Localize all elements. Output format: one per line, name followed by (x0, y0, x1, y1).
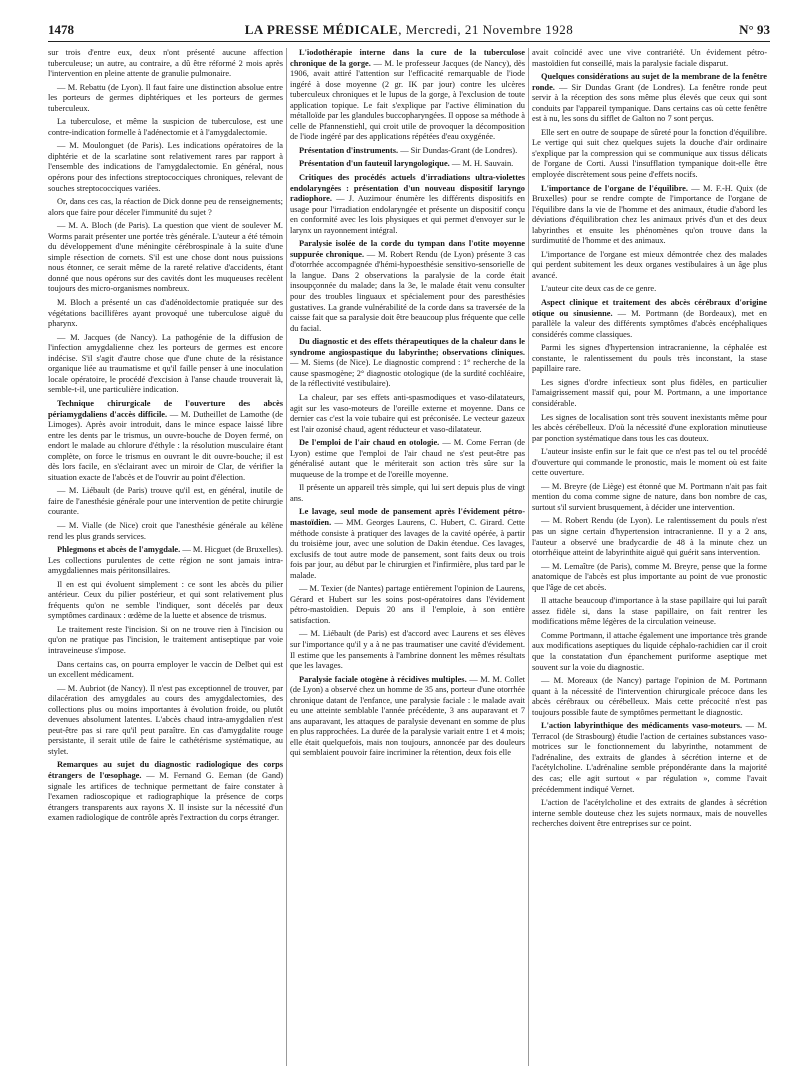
body-paragraph: — M. Rebattu (de Lyon). Il faut faire une distinction absolue entre les porteurs de germes diphtériques et les porteurs de germes tuberculeux. (48, 82, 283, 113)
text-column-1 (48, 48, 283, 1066)
section-heading: Paralysie isolée de la corde du tympan dans l'otite moyenne suppurée chronique. (290, 239, 525, 259)
body-paragraph: L'auteur cite deux cas de ce genre. (541, 284, 657, 294)
section-heading: Paralysie faciale otogène à récidives multiples. (299, 674, 467, 684)
body-paragraph: — M. Liébault (de Paris) est d'accord avec Laurens et ses élèves sur l'importance qu'il y a à ne pas traumatiser une cavité d'évidement. Il estime que les pansements à l'ambrine donnent les mêmes résultats que les lavages. (290, 629, 525, 671)
section-paragraph: Critiques des procédés actuels d'irradiations ultra-violettes endolaryngées : présentation d'un nouveau dispositif laryngo radiophore. — J. Auzimour énumère les différents dispositifs en usage pour l'irradiation endolaryngée et présente un dispositif conçu en conformité avec les lois physiques et qui permet d'envoyer sur le larynx un rayonnement intégral. (290, 173, 525, 235)
section-paragraph: L'importance de l'organe de l'équilibre. — M. F.-H. Quix (de Bruxelles) pour se rendre compte de l'importance de l'organe de l'équilibre dans la vie de l'homme et des animaux, étudie d'abord les déviations d'équilibration chez les animaux privés d'un et des deux labyrinthes et ensuite les phénomènes qu'on trouve dans la surdimutité de l'homme et des animaux. (532, 183, 767, 246)
section-heading: Présentation d'un fauteuil laryngologique. (299, 159, 450, 169)
body-paragraph: — M. Vialle (de Nice) croit que l'anesthésie générale au kélène rend les plus grands services. (48, 520, 283, 541)
body-paragraph: Il présente un appareil très simple, qui lui sert depuis plus de vingt ans. (290, 483, 525, 503)
section-paragraph: De l'emploi de l'air chaud en otologie. — M. Come Ferran (de Lyon) estime que l'emploi de l'air chaud ne s'est peut-être pas généralisé autant que le mériterait son action très sûre sur la muqueuse de la trompe et de l'oreille moyenne. (290, 438, 525, 479)
section-heading: Présentation d'instruments. (299, 145, 399, 155)
text-column-3 (532, 48, 767, 1066)
body-paragraph: — M. Lemaître (de Paris), comme M. Breyre, pense que la forme anatomique de l'abcès est plus importante au point de vue pronostic que l'âge de cet abcès. (532, 561, 767, 592)
section-heading: De l'emploi de l'air chaud en otologie. (299, 438, 440, 448)
section-paragraph: Remarques au sujet du diagnostic radiologique des corps étrangers de l'œsophage. — M. Fernand G. Eeman (de Gand) signale les artifices de technique permettant de faire constater à l'examen radioscopique et radiographique la présence de corps étrangers transparents aux rayons X. Il insiste sur la nécessité d'un examen radiologique de contrôle après l'extraction du corps étranger. (48, 760, 283, 823)
body-paragraph: M. Bloch a présenté un cas d'adénoïdectomie pratiquée sur des végétations bacillifères ayant provoqué une tuberculose aiguë du pharynx. (48, 298, 283, 329)
body-paragraph: — M. Moreaux (de Nancy) partage l'opinion de M. Portmann quant à la nécessité de l'intervention chirurgicale précoce dans les abcès cérébraux ou cérébelleux. Mais cette précocité n'est pas toujours possible faute de symptômes permettant le diagnostic. (532, 676, 767, 717)
body-paragraph: Elle sert en outre de soupape de sûreté pour la fonction d'équilibre. Le vertige qui suit chez quelques sujets la douche d'air ordinaire s'explique par la compression qui se communique aux tissus délicats de l'organe de Corti. Aussi l'insufflation tympanique doit-elle être employée discrètement sous peine d'effets nocifs. (532, 127, 767, 180)
section-heading: Remarques au sujet du diagnostic radiologique des corps étrangers de l'œsophage. (48, 760, 283, 780)
body-paragraph: L'importance de l'organe est mieux démontrée chez des malades qui perdent subitement les deux organes vestibulaires à un âge plus avancé. (532, 249, 767, 280)
section-heading: Aspect clinique et traitement des abcès cérébraux d'origine otique ou sinusienne. (532, 298, 767, 318)
section-heading: L'iodothérapie interne dans la cure de la tuberculose chronique de la gorge. (290, 48, 525, 68)
section-heading: L'action labyrinthique des médicaments vaso-moteurs. (541, 721, 743, 731)
body-paragraph: — M. Breyre (de Liège) est étonné que M. Portmann n'ait pas fait mention du coma comme signe de nature, dans bon nombre de cas, surtout s'il survient brusquement, à décider une intervention. (532, 481, 767, 512)
section-paragraph: Aspect clinique et traitement des abcès cérébraux d'origine otique ou sinusienne. — M. Portmann (de Bordeaux), met en parallèle la valeur des différents symptômes d'abcès encéphaliques considérés comme classiques. (532, 298, 767, 339)
section-paragraph: Présentation d'instruments. — Sir Dundas-Grant (de Londres). (299, 145, 518, 155)
section-paragraph: Technique chirurgicale de l'ouverture des abcès périamygdaliens d'accès difficile. — M. Dutheillet de Lamothe (de Limoges). Après avoir introduit, dans le mince espace laissé libre entre les dents par le trismus, un ouvre-bouche de Doyen fermé, on endort le malade au chlorure d'éthyle : la résolution musculaire étant complète, on force le trismus en ouvrant le dit ouvre-bouche; il est dès lors facile, en s'éclairant avec un miroir de Clar, de vérifier la situation exacte de l'abcès et de l'ouvrir au point d'élection. (48, 398, 283, 482)
text-column-2 (290, 48, 525, 1066)
section-heading: Quelques considérations au sujet de la membrane de la fenêtre ronde. (532, 72, 767, 92)
section-heading: Phlegmons et abcès de l'amygdale. (57, 545, 181, 555)
body-paragraph: sur trois d'entre eux, deux n'ont présenté aucune affection tuberculeuse; un autre, au contraire, a dû être réformé 2 mois après l'intervention en pleine attente de granulie pulmonaire. (48, 48, 283, 79)
section-paragraph: Le lavage, seul mode de pansement après l'évidement pétro-mastoïdien. — MM. Georges Laurens, C. Hubert, C. Girard. Cette méthode consiste à pratiquer des lavages de la cavité opérée, à partir du troisième jour, avec une solution de Dakin étendue. Ces lavages, exclusifs de tout autre mode de pansement, sont faits deux ou trois fois par jour, au début par le chirurgien et l'infirmière, plus tard par le malade. (290, 507, 525, 580)
body-paragraph: La chaleur, par ses effets anti-spasmodiques et vaso-dilatateurs, agit sur les vaso-moteurs de l'oreille externe et moyenne. Dans ce dernier cas c'est la voie tubaire qui est préconisée. Le vecteur gazeux est l'air ozonisé chaud, agent réducteur et vaso-dilatateur. (290, 392, 525, 434)
section-paragraph: L'action labyrinthique des médicaments vaso-moteurs. — M. Terracol (de Strasbourg) étudie l'action de certaines substances vaso-motrices sur le fonctionnement du labyrinthe, notamment de l'adrénaline, des extraits de glandes à sécrétion interne et de l'acétylcholine. L'adrénaline semble prépondérante dans la majorité des cas; elle agit surtout « par régulation », comme l'avait précédemment indiqué Vernet. (532, 721, 767, 794)
section-heading: Technique chirurgicale de l'ouverture des abcès périamygdaliens d'accès difficile. (48, 398, 283, 419)
body-paragraph: Les signes de localisation sont très souvent inexistants même pour les abcès cérébelleux. D'où la nécessité d'une exploration minutieuse par ponction systématique dans tous les cas douteux. (532, 412, 767, 443)
section-heading: Du diagnostic et des effets thérapeutiques de la chaleur dans le syndrome angiospastique du labyrinthe; observations cliniques. (290, 337, 525, 357)
body-paragraph: — M. Jacques (de Nancy). La pathogénie de la diffusion de l'infection amygdalienne chez les porteurs de germes est encore indécise. S'il s'agit d'autre chose que d'une chute de la résistance organique liée au traumatisme et qu'il faille penser à une inoculation locale opératoire, le procédé d'excision à l'anse chaude trouverait là, semble-t-il, une particulière indication. (48, 332, 283, 395)
body-paragraph: L'auteur insiste enfin sur le fait que ce n'est pas tel ou tel procédé d'ouverture qui commande le pronostic, mais le moment où est faite cette ouverture. (532, 447, 767, 478)
body-paragraph: Comme Portmann, il attache également une importance très grande aux modifications aseptiques du liquide céphalo-rachidien car il croit que la constatation d'un épanchement puriforme aseptique met souvent sur la voie du diagnostic. (532, 630, 767, 672)
section-heading: Critiques des procédés actuels d'irradiations ultra-violettes endolaryngées : présentation d'un nouveau dispositif laryngo radiophore. (290, 173, 525, 204)
header-rule (48, 41, 770, 42)
column-divider (286, 48, 287, 1066)
section-heading: L'importance de l'organe de l'équilibre. (541, 183, 688, 193)
page-header (48, 22, 770, 42)
body-paragraph: Dans certains cas, on pourra employer le vaccin de Delbet qui est un excellent médicament. (48, 659, 283, 680)
body-paragraph: — M. Robert Rendu (de Lyon). Le ralentissement du pouls n'est pas un signe certain d'hypertension intracranienne. Il y a 2 ans, l'auteur a observé une bradycardie de 48 à la minute chez un otorrhéique atteint de labyrinthite aiguë qui guérit sans intervention. (532, 516, 767, 558)
body-paragraph: avait coïncidé avec une vive contrariété. Un évidement pétro-mastoïdien fut conseillé, mais la paralysie faciale disparut. (532, 48, 767, 68)
body-paragraph: La tuberculose, et même la suspicion de tuberculose, est une contre-indication formelle à l'adénectomie et à l'amygdalectomie. (48, 117, 283, 137)
section-paragraph: Phlegmons et abcès de l'amygdale. — M. Hicguet (de Bruxelles). Les collections purulentes de cette région ne sont jamais intra-amygdaliennes mais péritonsillaires. (48, 545, 283, 576)
column-divider (528, 48, 529, 1066)
section-paragraph: Paralysie faciale otogène à récidives multiples. — M. M. Collet (de Lyon) a observé chez un homme de 35 ans, porteur d'une otorrhée chronique datant de l'enfance, une paralysie faciale : le malade avait eu une atteinte semblable l'année précédente, 3 ans auparavant et 7 ans auparavant, les attaques de paralysie devenant en somme de plus en plus rapprochées. La durée de la paralysie variait entre 1 et 4 mois; elle était quelquefois, mais non toujours, annoncée par des douleurs qui semblaient pouvoir faire incriminer la rétention, deux fois elle (290, 674, 525, 758)
issue-date: , Mercredi, 21 Novembre 1928 (398, 22, 574, 37)
section-paragraph: Présentation d'un fauteuil laryngologique. — M. H. Sauvain. (299, 159, 514, 169)
body-paragraph: Le traitement reste l'incision. Si on ne trouve rien à l'incision ou qu'on ne pratique pas l'incision, le traitement antiseptique par voie intraveineuse s'impose. (48, 624, 283, 655)
body-paragraph: L'action de l'acétylcholine et des extraits de glandes à sécrétion interne semble douteuse chez les sujets normaux, mais de nouvelles recherches doivent être entreprises sur ce point. (532, 798, 767, 829)
section-paragraph: Quelques considérations au sujet de la membrane de la fenêtre ronde. — Sir Dundas Grant (de Londres). La fenêtre ronde peut servir à la réception des sons même plus élevés que ceux qui sont conduits par l'appareil tympanique. Dans certains cas où cette fenêtre est à nu, les sons du sifflet de Galton no 7 sont perçus. (532, 72, 767, 124)
journal-title: LA PRESSE MÉDICALE (244, 22, 399, 37)
page-number: 1478 (48, 22, 74, 37)
body-paragraph: Il en est qui évoluent simplement : ce sont les abcès du pilier antérieur. Ceux du pilier postérieur, et qui sont relativement plus fréquents qu'on ne semble l'indiquer, sont décelés par deux symptômes cardinaux : œdème de la luette et absence de trismus. (48, 579, 283, 621)
section-paragraph: Paralysie isolée de la corde du tympan dans l'otite moyenne suppurée chronique. — M. Robert Rendu (de Lyon) présente 3 cas d'otorrhée accompagnée d'hémi-hypoesthésie sensitivo-sensorielle de la langue. Dans 2 observations la paralysie de la corde était insoupçonnée du malade; dans la 3e, le malade était venu consulter pour des troubles linguaux et spécialement pour des paresthésies gustatives. La grande vulnérabilité de la corde dans sa traversée de la caisse fait que sa paralysie doit être beaucoup plus fréquente que celle du facial. (290, 239, 525, 333)
section-paragraph: L'iodothérapie interne dans la cure de la tuberculose chronique de la gorge. — M. le professeur Jacques (de Nancy), dès 1906, avait attiré l'attention sur l'efficacité remarquable de l'iode ingéré à dose moyenne (2 gr. IK par jour) contre les ulcères tuberculeux chroniques et le lupus de la gorge, à l'exclusion de toute application topique. Le fait s'explique par l'active élimination du métalloïde par les glandules buccopharyngées. Il oppose sa méthode à celle de Pfannenstiehl, qui croit utile de provoquer la décomposition de l'iode ingéré par des applications répétées d'eau oxygénée. (290, 48, 525, 142)
body-paragraph: — M. Moulonguet (de Paris). Les indications opératoires de la diphtérie et de la scarlatine sont relativement rares par rapport à l'ensemble des indications de l'amygdalectomie. En général, nous opérons pour des infections streptococciques chroniques, relevant de souches streptococciques variées. (48, 141, 283, 193)
body-paragraph: — M. Liébault (de Paris) trouve qu'il est, en général, inutile de faire de l'anesthésie générale pour une intervention de petite chirurgie courante. (48, 486, 283, 517)
body-paragraph: — M. Texier (de Nantes) partage entièrement l'opinion de Laurens, Gérard et Hubert sur les soins post-opératoires dans l'évidement pétro-mastoïdien. Depuis 20 ans il l'emploie, à son entière satisfaction. (290, 584, 525, 625)
body-paragraph: Or, dans ces cas, la réaction de Dick donne peu de renseignements; alors que faire pour déceler l'immunité du sujet ? (48, 197, 283, 217)
body-paragraph: — M. Aubriot (de Nancy). Il n'est pas exceptionnel de trouver, par dilacération des amygdales au cours des amygdalectomies, des collections plus ou moins importantes à évolution froide, ou plutôt devenues absolument latentes. L'abcès chaud intra-amygdalien n'est peut-être pas si rare qu'il peut paraître. En cas d'amygdalite rouge persistante, il serait utile de faire le cathétérisme systématique, au stylet. (48, 683, 283, 756)
body-paragraph: — M. A. Bloch (de Paris). La question que vient de soulever M. Worms parait présenter une portée très générale. L'auteur a été témoin du développement d'une méningite cérébrospinale à la suite d'une simple résection de cornets. S'il est une chose dont nous puissions nous étonner, ce serait même de la rareté relative d'accidents, étant donné que nous opérons sur des cavités dont les muqueuses recèlent toujours des micro-organismes nombreux. (48, 221, 283, 294)
section-heading: Le lavage, seul mode de pansement après l'évidement pétro-mastoïdien. (290, 507, 525, 527)
body-paragraph: Les signes d'ordre infectieux sont plus fidèles, en particulier l'amaigrissement massif qui, pour M. Portmann, a une importance considérable. (532, 377, 767, 408)
running-title (48, 22, 770, 38)
body-paragraph: Il attache beaucoup d'importance à la stase papillaire qui lui paraît assez fidèle si, dans la stase papillaire, on fait rentrer les modifications même légères de la circulation veineuse. (532, 596, 767, 627)
section-paragraph: Du diagnostic et des effets thérapeutiques de la chaleur dans le syndrome angiospastique du labyrinthe; observations cliniques. — M. Siems (de Nice). Le diagnostic comprend : 1° recherche de la cause spasmogène; 2° diagnostic otologique (de la surdité cochléaire, de la réflectivité vestibulaire). (290, 337, 525, 389)
issue-number: N° 93 (739, 22, 770, 37)
body-paragraph: Parmi les signes d'hypertension intracranienne, la céphalée est constante, le ralentissement du pouls très inconstant, la stase papillaire rare. (532, 343, 767, 374)
